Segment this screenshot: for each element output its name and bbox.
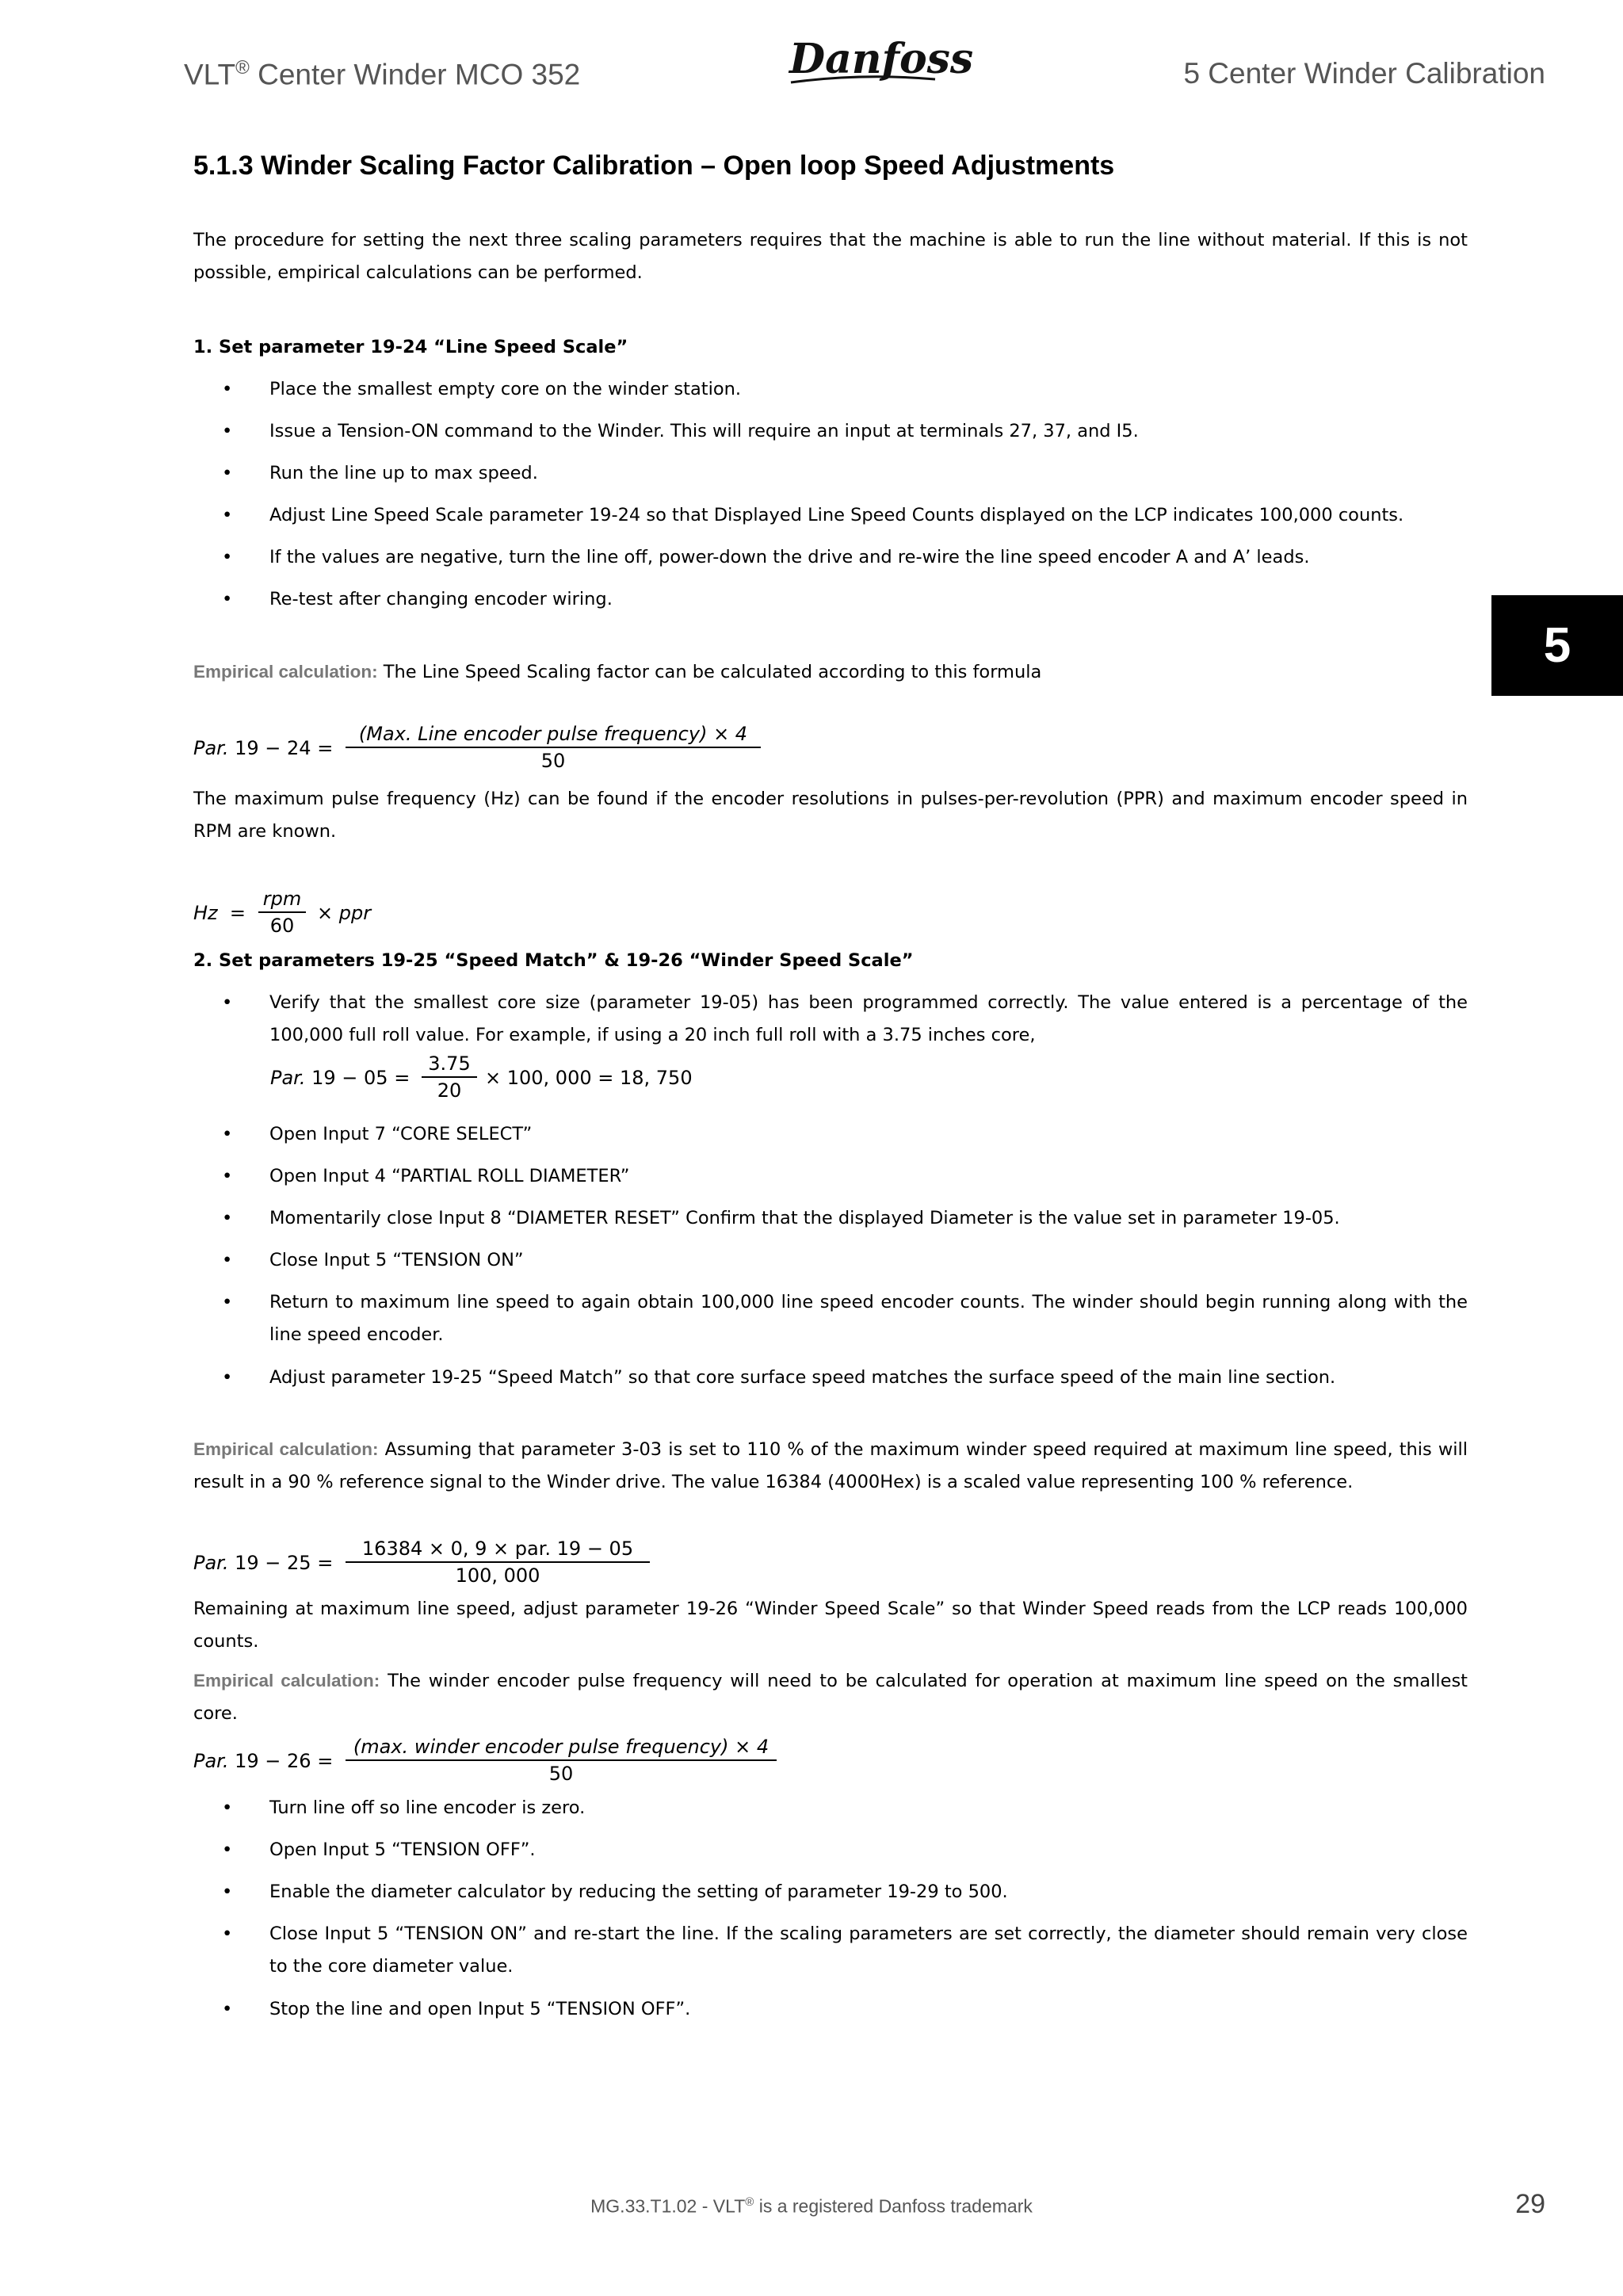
formula-hz-rhs: × ppr	[317, 902, 372, 924]
empirical-calc-3: Empirical calculation: The winder encoder pulse frequency will need to be calculated for operation at maximum line speed on the smallest core.	[193, 1671, 1468, 1724]
bullet-icon: •	[222, 1924, 233, 1944]
bullet-icon: •	[222, 589, 233, 609]
bullet-icon: •	[222, 1999, 233, 2019]
intro-paragraph: The procedure for setting the next three scaling parameters requires that the machine is able to run the line without material. If this is not possible, empirical calculations can be performed.	[193, 230, 1468, 283]
bullet-icon: •	[222, 1166, 233, 1186]
formula-hz-lhs: Hz =	[193, 902, 246, 924]
bullet-icon: •	[222, 1124, 233, 1144]
bullet-icon: •	[222, 463, 233, 483]
bullet-icon: •	[222, 505, 233, 525]
danfoss-logo	[785, 27, 974, 89]
svg-text:Danfoss: Danfoss	[789, 35, 974, 83]
formula-core-size-rhs: × 100, 000 = 18, 750	[485, 1067, 693, 1089]
formula-core-size-lhs: Par. 19 − 05 =	[270, 1067, 411, 1089]
bullet-icon: •	[222, 1839, 233, 1860]
bullet-icon: •	[222, 1881, 233, 1902]
step2-heading: 2. Set parameters 19-25 “Speed Match” & 19-26 “Winder Speed Scale”	[193, 950, 914, 971]
formula-hz-fraction: rpm 60	[258, 888, 306, 937]
bullet-icon: •	[222, 379, 233, 399]
bullet-icon: •	[222, 1292, 233, 1312]
remaining-paragraph: Remaining at maximum line speed, adjust parameter 19-26 “Winder Speed Scale” so that Winder Speed reads from the LCP reads 100,000 counts.	[193, 1599, 1468, 1652]
page-number: 29	[1515, 2189, 1545, 2219]
formula-winder-scale-lhs: Par. 19 − 26 =	[193, 1750, 334, 1772]
section-title: 5.1.3 Winder Scaling Factor Calibration – Open loop Speed Adjustments	[193, 151, 1115, 181]
formula-speed-match-lhs: Par. 19 − 25 =	[193, 1552, 334, 1574]
bullet-icon: •	[222, 1367, 233, 1388]
empirical-calc-2: Empirical calculation: Assuming that parameter 3-03 is set to 110 % of the maximum winder speed required at maximum line speed, this will result in a 90 % reference signal to the Winder drive. The value 16384 (4000Hex) is a scaled value representing 100 % reference.	[193, 1439, 1468, 1492]
header-product-title: VLT® Center Winder MCO 352	[184, 57, 581, 91]
bullet-icon: •	[222, 992, 233, 1013]
step1-heading: 1. Set parameter 19-24 “Line Speed Scale”	[193, 337, 628, 357]
bullet-icon: •	[222, 1250, 233, 1270]
formula-line-speed-lhs: Par. 19 − 24 =	[193, 737, 334, 759]
list-item: • Verify that the smallest core size (parameter 19-05) has been programmed correctly. The value entered is a percentage of the 100,000 full roll value. For example, if using a 20 inch full roll with a 3.75 inches core,	[193, 987, 1468, 1052]
formula-core-size-fraction: $\frac{3.75}{20}$	[422, 1052, 477, 1102]
bullet-icon: •	[222, 1797, 233, 1818]
chapter-tab: 5	[1491, 595, 1623, 696]
bullet-icon: •	[222, 421, 233, 441]
pulse-frequency-paragraph: The maximum pulse frequency (Hz) can be found if the encoder resolutions in pulses-per-revolution (PPR) and maximum encoder speed in RPM are known.	[193, 789, 1468, 842]
bullet-icon: •	[222, 1208, 233, 1228]
formula-winder-scale-fraction: (max. winder encoder pulse frequency) × 4 50	[346, 1736, 777, 1785]
header-chapter-title: 5 Center Winder Calibration	[1183, 57, 1545, 90]
footer-trademark: MG.33.T1.02 - VLT® is a registered Danfoss trademark	[590, 2195, 1033, 2217]
empirical-calc-1: Empirical calculation: The Line Speed Scaling factor can be calculated according to this formula	[193, 662, 1042, 682]
formula-speed-match-fraction: 16384 × 0, 9 × par. 19 − 05 100, 000	[346, 1538, 650, 1587]
bullet-icon: •	[222, 547, 233, 567]
formula-line-speed-fraction: (Max. Line encoder pulse frequency) × 4 50	[346, 723, 761, 772]
